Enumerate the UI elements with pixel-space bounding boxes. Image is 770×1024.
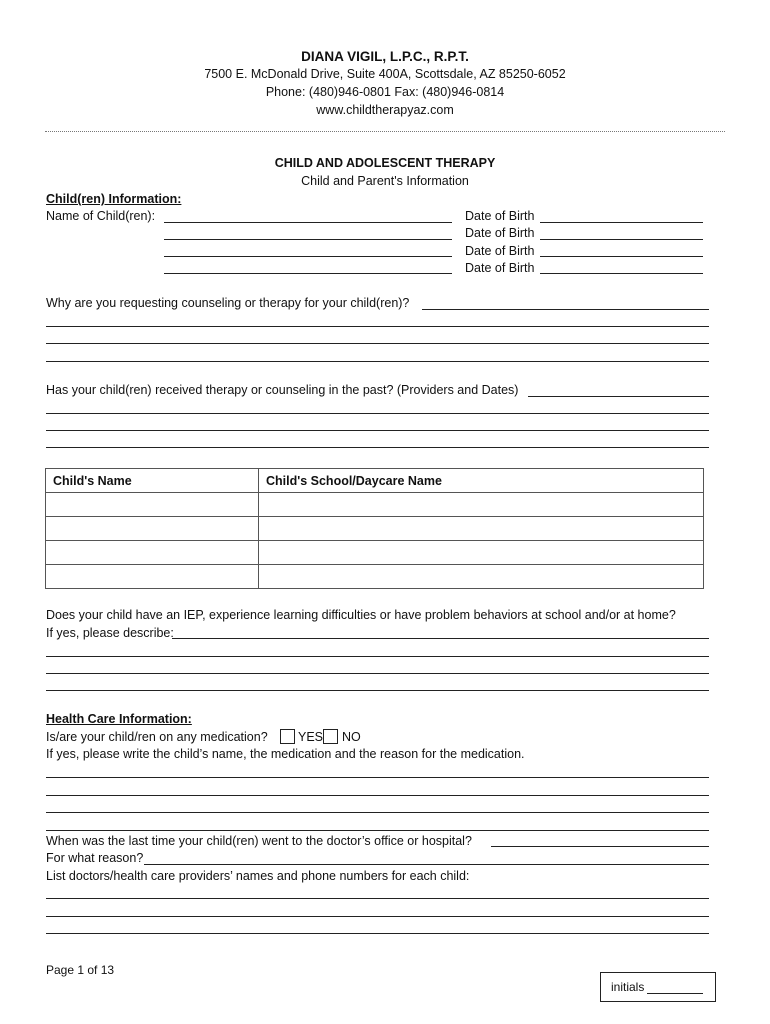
header-divider [45,131,725,132]
child-name-cell[interactable] [46,517,259,541]
dob-field-4[interactable] [540,273,703,274]
medication-yes-label: YES [298,730,324,744]
child-name-field-2[interactable] [164,239,452,240]
form-title: CHILD AND ADOLESCENT THERAPY [274,156,496,170]
child-name-field-1[interactable] [164,222,452,223]
why-counseling-question: Why are you requesting counseling or therapy for your child(ren)? [46,296,410,310]
initials-box[interactable] [600,972,716,1002]
medication-question: Is/are your child/ren on any medication? [46,730,268,744]
child-name-cell[interactable] [46,541,259,565]
child-name-field-4[interactable] [164,273,452,274]
providers-field-3[interactable] [46,933,709,934]
visit-reason-field[interactable] [144,864,709,865]
last-visit-question: When was the last time your child(ren) went to the doctor’s office or hospital? [46,834,472,848]
past-therapy-field-2[interactable] [46,413,709,414]
past-therapy-field-1[interactable] [528,396,709,397]
school-table [45,468,704,589]
child-name-cell[interactable] [46,493,259,517]
initials-field[interactable] [647,993,703,994]
dob-label-1: Date of Birth [465,209,535,223]
past-therapy-question: Has your child(ren) received therapy or counseling in the past? (Providers and Dates) [46,383,519,397]
medication-detail-field-2[interactable] [46,795,709,796]
dob-field-3[interactable] [540,256,703,257]
practice-website[interactable]: www.childtherapyaz.com [316,103,454,117]
school-name-cell[interactable] [259,541,704,565]
iep-describe-field-1[interactable] [172,638,709,639]
why-counseling-field-2[interactable] [46,326,709,327]
child-name-label: Name of Child(ren): [46,209,156,223]
practitioner-name: DIANA VIGIL, L.P.C., R.P.T. [301,49,469,64]
practice-address: 7500 E. McDonald Drive, Suite 400A, Scottsdale, AZ 85250-6052 [204,67,566,81]
dob-label-4: Date of Birth [465,261,535,275]
dob-field-1[interactable] [540,222,703,223]
medication-no-checkbox[interactable] [323,729,338,744]
dob-field-2[interactable] [540,239,703,240]
form-subtitle: Child and Parent's Information [301,174,469,188]
practice-phone-fax: Phone: (480)946-0801 Fax: (480)946-0814 [265,85,505,99]
school-name-cell[interactable] [259,493,704,517]
medication-detail-field-3[interactable] [46,812,709,813]
table-row [46,493,704,517]
iep-describe-field-4[interactable] [46,690,709,691]
child-name-cell[interactable] [46,565,259,589]
providers-field-1[interactable] [46,898,709,899]
child-name-column-header: Child's Name [46,469,259,493]
providers-question: List doctors/health care providers’ names and phone numbers for each child: [46,869,470,883]
table-row [46,517,704,541]
table-row [46,565,704,589]
last-visit-field[interactable] [491,846,709,847]
page-number: Page 1 of 13 [46,963,115,977]
visit-reason-label: For what reason? [46,851,144,865]
school-name-cell[interactable] [259,517,704,541]
why-counseling-field-3[interactable] [46,343,709,344]
why-counseling-field-1[interactable] [422,309,709,310]
child-name-field-3[interactable] [164,256,452,257]
table-row [46,541,704,565]
why-counseling-field-4[interactable] [46,361,709,362]
medication-detail-field-1[interactable] [46,777,709,778]
providers-field-2[interactable] [46,916,709,917]
medication-no-label: NO [342,730,361,744]
iep-question: Does your child have an IEP, experience learning difficulties or have problem behaviors at school and/or at home? [46,608,676,622]
school-table-header-row [46,469,704,493]
school-name-cell[interactable] [259,565,704,589]
health-info-heading: Health Care Information: [46,712,192,726]
iep-describe-field-3[interactable] [46,673,709,674]
dob-label-2: Date of Birth [465,226,535,240]
medication-detail-field-4[interactable] [46,830,709,831]
children-info-heading: Child(ren) Information: [46,192,182,206]
iep-describe-label: If yes, please describe: [46,626,174,640]
initials-label: initials [611,980,645,994]
school-name-column-header: Child's School/Daycare Name [259,469,704,493]
dob-label-3: Date of Birth [465,244,535,258]
medication-yes-checkbox[interactable] [280,729,295,744]
medication-detail-question: If yes, please write the child’s name, the medication and the reason for the medication. [46,747,525,761]
past-therapy-field-4[interactable] [46,447,709,448]
iep-describe-field-2[interactable] [46,656,709,657]
past-therapy-field-3[interactable] [46,430,709,431]
